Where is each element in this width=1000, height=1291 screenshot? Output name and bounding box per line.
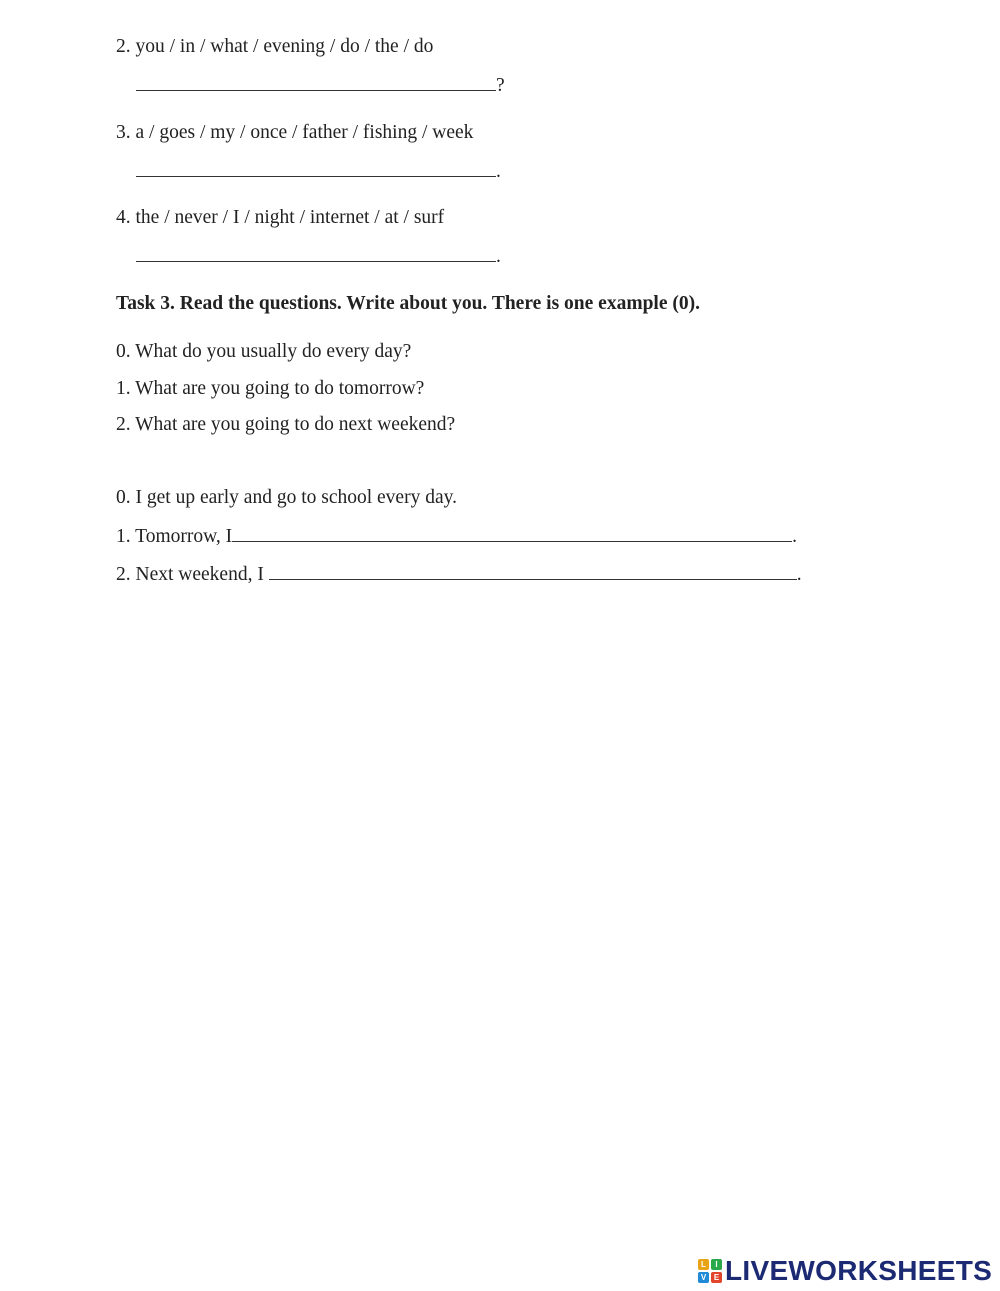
task2-item-3-answer xyxy=(136,158,501,184)
answer-blank[interactable] xyxy=(269,561,797,580)
logo-text: LIVEWORKSHEETS xyxy=(725,1255,993,1286)
task2-item-4-answer xyxy=(136,243,501,269)
logo-block: E xyxy=(711,1272,722,1283)
task2-item-2-answer xyxy=(136,72,505,98)
logo-blocks-icon xyxy=(698,1259,722,1283)
end-punctuation: . xyxy=(792,526,798,547)
task3-example-answer: 0. I get up early and go to school every day. xyxy=(116,487,457,508)
answer-blank[interactable] xyxy=(232,523,792,542)
logo-block: L xyxy=(698,1259,709,1270)
end-punctuation: . xyxy=(496,246,501,267)
end-punctuation: . xyxy=(496,161,501,182)
task2-item-2-prompt: 2. you / in / what / evening / do / the / do xyxy=(116,36,434,57)
end-punctuation: ? xyxy=(496,75,505,96)
task3-answer-2 xyxy=(116,561,802,587)
answer-prefix: 2. Next weekend, I xyxy=(116,564,269,585)
task2-item-4-prompt: 4. the / never / I / night / internet / at / surf xyxy=(116,207,445,228)
end-punctuation: . xyxy=(796,564,802,585)
logo-block: I xyxy=(711,1259,722,1270)
task3-question: 2. What are you going to do next weekend? xyxy=(116,414,456,435)
logo-block: V xyxy=(698,1272,709,1283)
answer-blank[interactable] xyxy=(136,158,496,177)
task3-question: 0. What do you usually do every day? xyxy=(116,341,412,362)
task3-question: 1. What are you going to do tomorrow? xyxy=(116,378,425,399)
task3-answer-1 xyxy=(116,523,797,549)
task3-heading: Task 3. Read the questions. Write about you. There is one example (0). xyxy=(116,293,700,314)
task2-item-3-prompt: 3. a / goes / my / once / father / fishing / week xyxy=(116,122,474,143)
liveworksheets-logo xyxy=(698,1254,992,1288)
answer-blank[interactable] xyxy=(136,243,496,262)
answer-blank[interactable] xyxy=(136,72,496,91)
answer-prefix: 1. Tomorrow, I xyxy=(116,526,233,547)
